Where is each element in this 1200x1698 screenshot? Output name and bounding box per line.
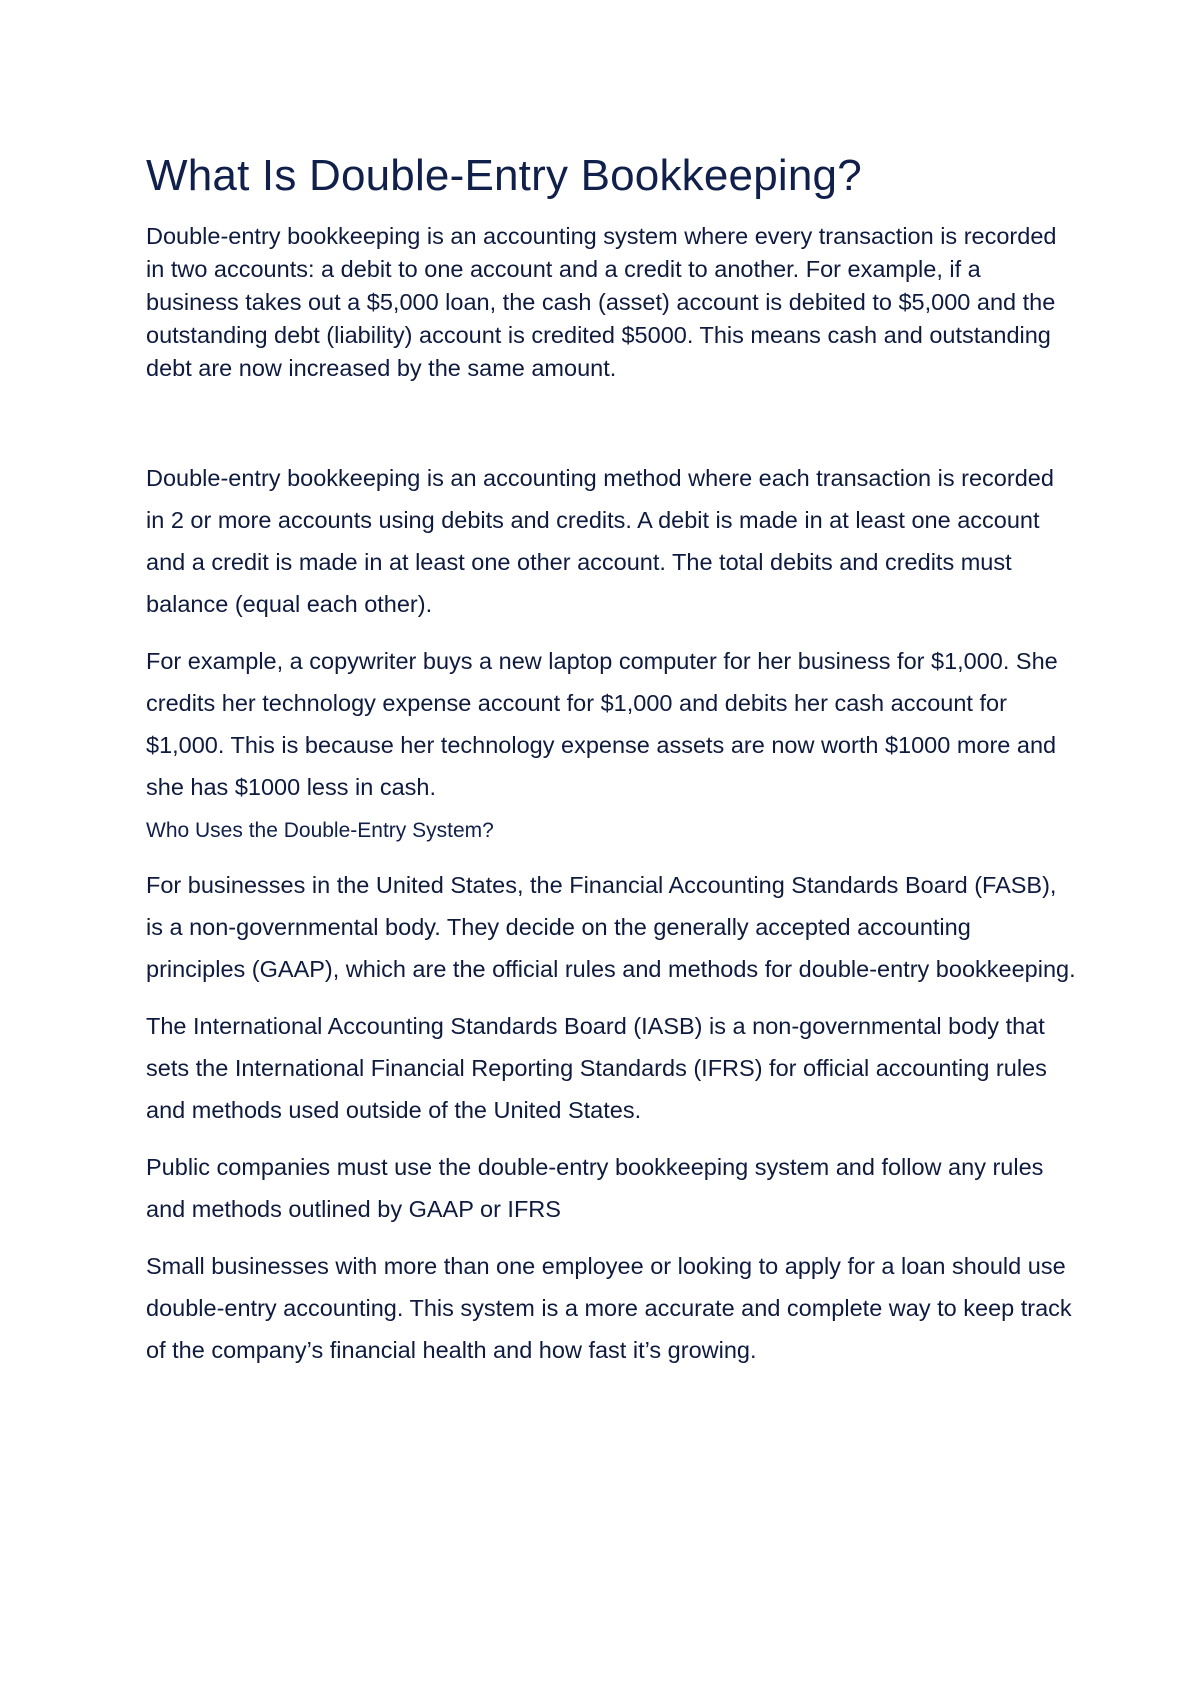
intro-paragraph: Double-entry bookkeeping is an accounting system where every transaction is recorded in two accounts: a debit to one account and a credit to another. For example, if a business takes out a $5,000 loan, the cash (asset) account is debited to $5,000 and the outstanding debt (liability) account is credited $5000. This means cash and outstanding debt are now increased by the same amount. <box>146 223 1057 381</box>
iasb-paragraph: The International Accounting Standards Board (IASB) is a non-governmental body that sets the International Financial Reporting Standards (IFRS) for official accounting rules and methods used outside of the United States. <box>146 1013 1047 1123</box>
example-paragraph: For example, a copywriter buys a new laptop computer for her business for $1,000. She credits her technology expense account for $1,000 and debits her cash account for $1,000. This is because her technology expense assets are now worth $1000 more and she has $1000 less in cash. <box>146 648 1058 800</box>
section-heading: Who Uses the Double-Entry System? <box>146 819 494 842</box>
fasb-paragraph: For businesses in the United States, the Financial Accounting Standards Board (FASB), is a non-governmental body. They decide on the generally accepted accounting principles (GAAP), which are the official rules and methods for double-entry bookkeeping. <box>146 872 1076 982</box>
page-title: What Is Double-Entry Bookkeeping? <box>146 151 862 200</box>
small-business-paragraph: Small businesses with more than one employee or looking to apply for a loan should use double-entry accounting. This system is a more accurate and complete way to keep track of the company’s financial health and how fast it’s growing. <box>146 1253 1072 1363</box>
method-paragraph: Double-entry bookkeeping is an accounting method where each transaction is recorded in 2 or more accounts using debits and credits. A debit is made in at least one account and a credit is made in at least one other account. The total debits and credits must balance (equal each other). <box>146 465 1054 617</box>
document-body <box>146 150 1076 1371</box>
public-companies-paragraph: Public companies must use the double-entry bookkeeping system and follow any rules and methods outlined by GAAP or IFRS <box>146 1154 1044 1222</box>
